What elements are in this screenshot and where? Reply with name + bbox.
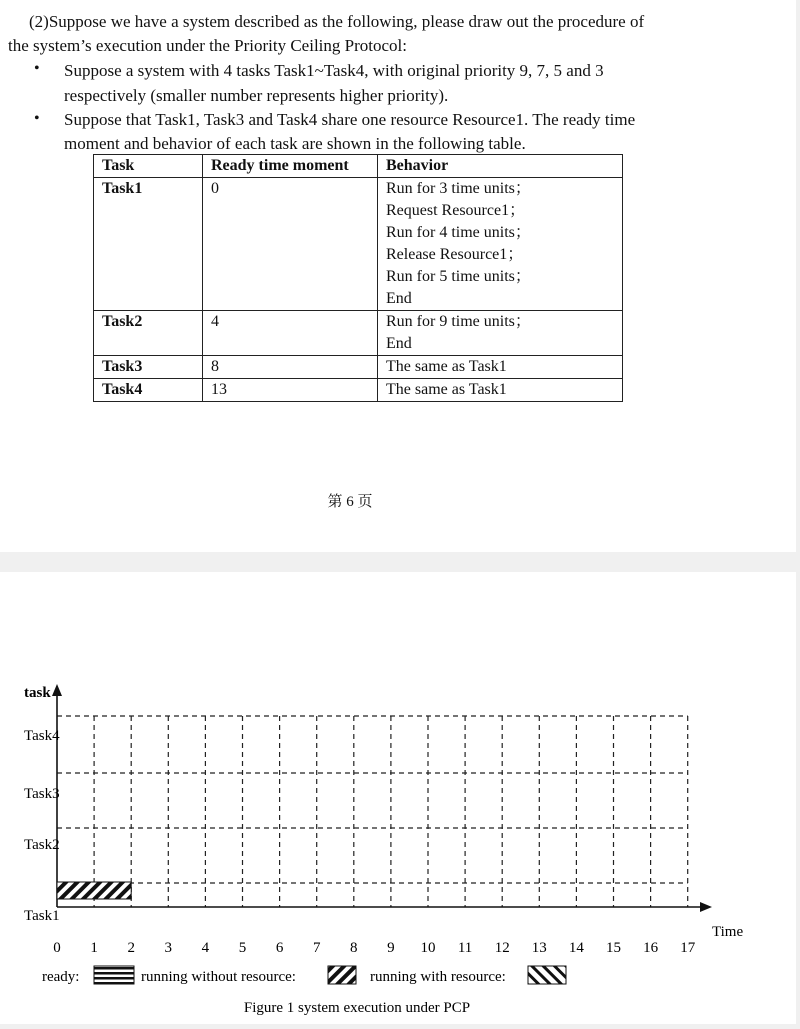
x-tick-label: 8 (350, 940, 358, 956)
x-tick-label: 0 (53, 940, 61, 956)
table-header-row (94, 155, 623, 178)
x-tick-label: 15 (606, 940, 621, 956)
task-row-label: Task1 (24, 908, 60, 924)
bullet-2-line-2: moment and behavior of each task are shown in the following table. (64, 134, 526, 153)
x-tick-label: 9 (387, 940, 395, 956)
ready-cell: 0 (203, 178, 378, 311)
behavior-cell: The same as Task1 (378, 379, 623, 402)
table-row (94, 356, 623, 379)
chart-legend (42, 966, 566, 1016)
behavior-cell (378, 311, 623, 356)
x-tick-label: 6 (275, 940, 284, 956)
x-tick-label: 1 (90, 940, 98, 956)
chart-bars (57, 882, 131, 899)
task-row-label: Task3 (24, 786, 60, 802)
legend-with-swatch (528, 966, 566, 984)
x-tick-label: 11 (457, 940, 473, 956)
behavior-step: Run for 9 time units； (386, 313, 531, 330)
x-tick-label: 13 (531, 940, 547, 956)
bullet-2-line-1: Suppose that Task1, Task3 and Task4 share one resource Resource1. The ready time (64, 110, 636, 129)
task-execution-bar (57, 882, 131, 899)
y-axis-title: task (24, 685, 51, 701)
header-behavior: Behavior (378, 155, 623, 178)
bullet-1-symbol: • (34, 60, 40, 77)
page-number: 第 6 页 (327, 494, 373, 510)
task-row-label: Task4 (24, 728, 60, 744)
x-axis-arrow (700, 902, 712, 912)
behavior-step: End (386, 335, 412, 352)
task-row-label: Task2 (24, 837, 60, 853)
legend-ready-label: ready: (42, 969, 80, 985)
x-tick-label: 16 (643, 940, 659, 956)
ready-cell: 4 (203, 311, 378, 356)
behavior-cell (378, 178, 623, 311)
behavior-step: Request Resource1； (386, 202, 526, 219)
behavior-step: Run for 3 time units； (386, 180, 531, 197)
x-tick-label: 2 (127, 940, 135, 956)
question-line-2: the system’s execution under the Priority Ceiling Protocol: (8, 36, 407, 55)
task-cell: Task1 (94, 178, 203, 311)
x-tick-label: 4 (201, 940, 210, 956)
behavior-step: Run for 5 time units； (386, 268, 531, 285)
x-tick-label: 12 (494, 940, 510, 956)
table-row (94, 178, 623, 311)
x-tick-label: 5 (238, 940, 247, 956)
document-page-2 (0, 572, 796, 1024)
y-axis-arrow (52, 684, 62, 696)
chart-grid (57, 716, 688, 907)
header-task: Task (94, 155, 203, 178)
behavior-step: End (386, 290, 412, 307)
task-cell: Task4 (94, 379, 203, 402)
header-ready-time: Ready time moment (203, 155, 378, 178)
question-line-1: (2)Suppose we have a system described as the following, please draw out the procedure of (29, 12, 645, 31)
task-cell: Task2 (94, 311, 203, 356)
bullet-1-line-2: respectively (smaller number represents higher priority). (64, 86, 449, 105)
x-axis-title: Time (712, 924, 744, 940)
x-tick-label: 10 (420, 940, 436, 956)
x-tick-label: 17 (680, 940, 696, 956)
x-tick-label: 7 (312, 940, 321, 956)
chart-labels (24, 685, 743, 956)
bullet-1-line-1: Suppose a system with 4 tasks Task1~Task4, with original priority 9, 7, 5 and 3 (64, 61, 604, 80)
legend-without-swatch (328, 966, 356, 984)
table-row (94, 311, 623, 356)
behavior-step: Run for 4 time units； (386, 224, 531, 241)
legend-with-label: running with resource: (370, 969, 506, 985)
behavior-cell: The same as Task1 (378, 356, 623, 379)
x-tick-label: 14 (568, 940, 584, 956)
legend-without-label: running without resource: (141, 969, 296, 985)
pcp-execution-figure (0, 572, 796, 1024)
figure-caption: Figure 1 system execution under PCP (243, 1000, 471, 1016)
ready-cell: 8 (203, 356, 378, 379)
table-row (94, 379, 623, 402)
behavior-step: Release Resource1； (386, 246, 524, 263)
x-tick-label: 3 (164, 940, 173, 956)
task-behavior-table (93, 154, 623, 402)
task-cell: Task3 (94, 356, 203, 379)
ready-cell: 13 (203, 379, 378, 402)
bullet-2-symbol: • (34, 110, 40, 127)
legend-ready-swatch (94, 966, 134, 984)
